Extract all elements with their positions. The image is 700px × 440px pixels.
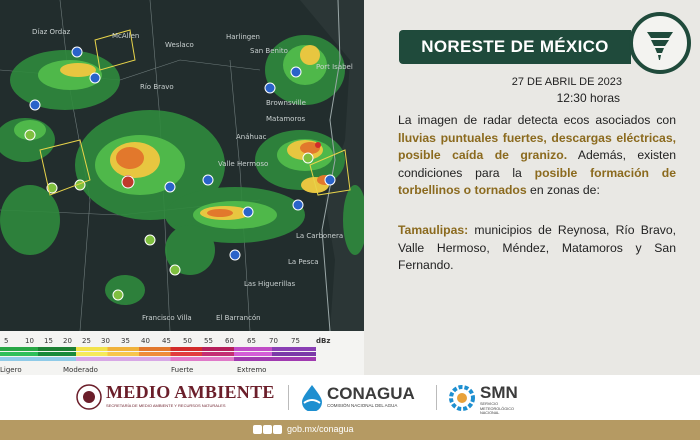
bulletin-date: 27 DE ABRIL DE 2023 xyxy=(511,76,622,88)
place-label: Harlingen xyxy=(226,33,260,41)
scale-tick: 40 xyxy=(141,337,150,345)
scale-tick: 35 xyxy=(121,337,130,345)
place-label: Valle Hermoso xyxy=(218,160,269,168)
radar-image xyxy=(0,0,364,331)
municipalities-paragraph xyxy=(398,222,676,275)
footer-bar xyxy=(0,420,700,440)
place-label: Las Higuerillas xyxy=(244,280,296,288)
place-label: Port Isabel xyxy=(316,63,353,71)
radar-map xyxy=(0,0,364,331)
text-run: municipios de Reynosa, Río Bravo, Valle Hermoso, Méndez, Matamoros y San Fernando. xyxy=(398,223,676,272)
place-label: Brownsville xyxy=(266,99,306,107)
scale-tick: 55 xyxy=(204,337,213,345)
scale-tick: 70 xyxy=(269,337,278,345)
scale-tick: 20 xyxy=(63,337,72,345)
place-label: Río Bravo xyxy=(140,83,174,91)
scale-tick: 50 xyxy=(183,337,192,345)
scale-tick: 25 xyxy=(82,337,91,345)
place-label: Weslaco xyxy=(165,41,194,49)
footer-logos xyxy=(0,375,700,420)
scale-tick: 30 xyxy=(101,337,110,345)
smn-logo: SMN xyxy=(480,383,518,402)
intensity-label: Fuerte xyxy=(171,366,194,374)
state-name: Tamaulipas: xyxy=(398,223,469,237)
region-title-bar xyxy=(399,30,631,64)
medio-ambiente-sub: SECRETARÍA DE MEDIO AMBIENTE Y RECURSOS NATURALES xyxy=(106,403,226,408)
highlight-text: posible formación de torbellinos o tornados xyxy=(398,165,677,197)
place-label: McAllen xyxy=(112,32,140,40)
medio-ambiente-logo: MEDIO AMBIENTE xyxy=(106,382,275,402)
website-link[interactable]: gob.mx/conagua xyxy=(287,424,354,434)
place-label: Anáhuac xyxy=(236,133,267,141)
region-title: NORESTE DE MÉXICO xyxy=(421,37,609,56)
scale-tick: 10 xyxy=(25,337,34,345)
place-label: San Benito xyxy=(250,47,288,55)
conagua-logo: CONAGUA xyxy=(327,384,415,403)
intensity-label: Ligero xyxy=(0,366,22,374)
conagua-sub: COMISIÓN NACIONAL DEL AGUA xyxy=(327,403,398,408)
place-label: Francisco Villa xyxy=(142,314,192,322)
intensity-label: Moderado xyxy=(63,366,98,374)
divider xyxy=(436,385,437,410)
place-label: Díaz Ordaz xyxy=(32,28,71,36)
scale-tick: 60 xyxy=(225,337,234,345)
scale-tick: 45 xyxy=(162,337,171,345)
smn-gear-icon xyxy=(447,383,477,413)
text-run: La imagen de radar detecta ecos asociados con xyxy=(398,113,676,127)
dbz-scale xyxy=(0,331,364,375)
scale-tick: 5 xyxy=(4,337,9,345)
scale-ticks xyxy=(0,337,364,347)
divider xyxy=(288,385,289,410)
text-run: Además, existen condiciones para la xyxy=(398,148,677,180)
place-label: Matamoros xyxy=(266,115,306,123)
place-label: La Carbonera xyxy=(296,232,344,240)
highlight-text: lluvias puntuales fuertes, descargas eléctricas, posible caída de granizo. xyxy=(398,130,676,162)
conagua-drop-icon xyxy=(300,383,324,411)
intensity-label: Extremo xyxy=(237,366,267,374)
place-label: La Pesca xyxy=(288,258,319,266)
social-icons xyxy=(253,425,283,435)
description-paragraph xyxy=(398,112,676,200)
scale-tick: 75 xyxy=(291,337,300,345)
place-label: El Barrancón xyxy=(216,314,261,322)
scale-unit: dBz xyxy=(316,337,331,345)
scale-tick: 15 xyxy=(44,337,53,345)
tornado-icon xyxy=(629,12,691,74)
scale-color-bars xyxy=(0,347,316,362)
bulletin-time: 12:30 horas xyxy=(556,91,620,105)
text-run: en zonas de: xyxy=(526,183,600,197)
smn-sub: SERVICIO METEOROLÓGICO NACIONAL xyxy=(480,402,514,415)
scale-tick: 65 xyxy=(247,337,256,345)
seal-icon xyxy=(76,383,102,411)
